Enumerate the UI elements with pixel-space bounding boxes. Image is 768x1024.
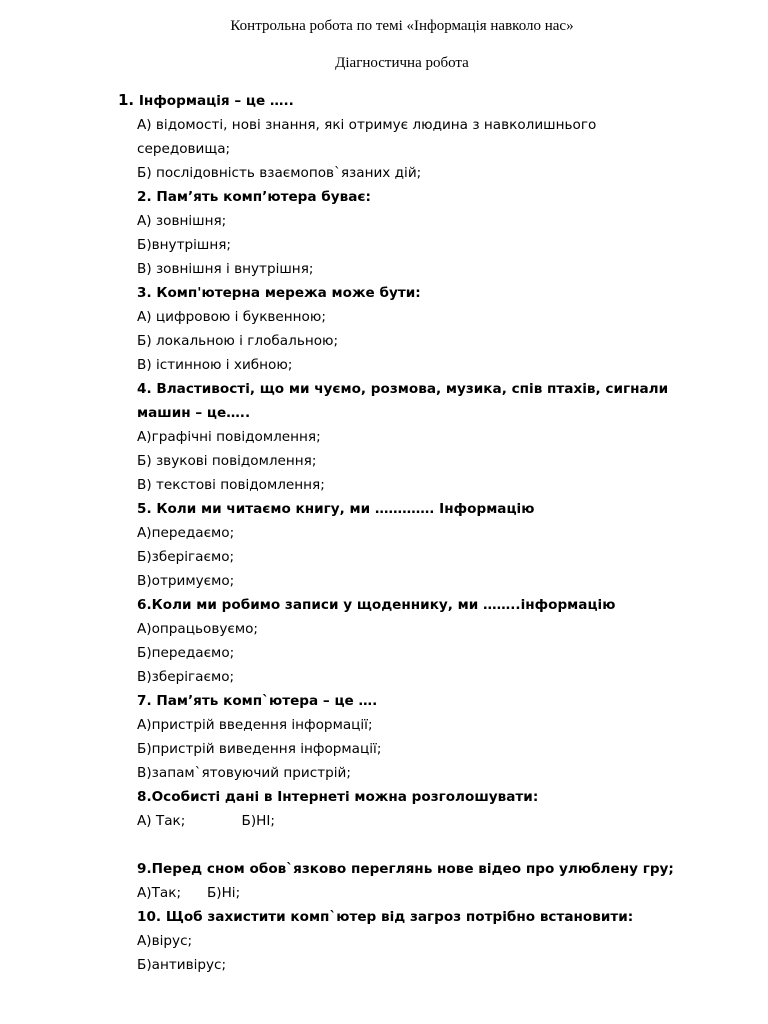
question-3-text: Комп'ютерна мережа може бути: <box>151 285 421 301</box>
question-2-text: Пам’ять комп’ютера буває: <box>151 189 371 205</box>
question-4-title <box>137 377 677 425</box>
question-5-option-b: Б)зберігаємо; <box>137 549 235 565</box>
question-6-text: Коли ми робимо записи у щоденнику, ми ……..інформацію <box>151 597 616 613</box>
question-10-option-b: Б)антивірус; <box>137 957 227 973</box>
question-3-option-b: Б) локальною і глобальною; <box>137 333 339 349</box>
question-7-text: Пам’ять комп`ютера – це …. <box>151 693 378 709</box>
question-10-title <box>137 905 677 929</box>
question-5-number: 5. <box>137 501 152 517</box>
blank-line <box>137 833 677 857</box>
question-2-title <box>137 185 677 209</box>
question-8-options: А) Так; Б)НІ; <box>137 813 275 829</box>
question-8-text: Особисті дані в Інтернеті можна розголошувати: <box>151 789 539 805</box>
question-5-title <box>137 497 677 521</box>
question-10-number: 10. <box>137 909 162 925</box>
question-9-options: А)Так; Б)Ні; <box>137 885 241 901</box>
question-1-option-b: Б) послідовність взаємопов`язаних дій; <box>137 165 422 181</box>
question-3-title <box>137 281 677 305</box>
question-6-option-c: В)зберігаємо; <box>137 669 235 685</box>
question-1-title <box>118 88 677 113</box>
question-2-option-c: В) зовнішня і внутрішня; <box>137 261 314 277</box>
document-subtitle: Діагностична робота <box>335 55 469 71</box>
question-9-title <box>137 857 677 881</box>
question-10-option-a: А)вірус; <box>137 933 193 949</box>
question-8-title <box>137 785 677 809</box>
question-7-option-b: Б)пристрій виведення інформації; <box>137 741 382 757</box>
question-4-option-c: В) текстові повідомлення; <box>137 477 325 493</box>
question-9-number: 9. <box>137 861 152 877</box>
question-5-option-a: А)передаємо; <box>137 525 235 541</box>
question-5-option-c: В)отримуємо; <box>137 573 235 589</box>
question-6-title <box>137 593 677 617</box>
question-2-number: 2. <box>137 189 152 205</box>
question-3-number: 3. <box>137 285 152 301</box>
question-3-option-c: В) істинною і хибною; <box>137 357 293 373</box>
question-4-number: 4. <box>137 381 152 397</box>
question-8-number: 8. <box>137 789 152 805</box>
question-7-option-a: А)пристрій введення інформації; <box>137 717 373 733</box>
question-4-option-b: Б) звукові повідомлення; <box>137 453 317 469</box>
question-4-text: Властивості, що ми чуємо, розмова, музика, спів птахів, сигнали машин – це….. <box>137 381 669 421</box>
question-5-text: Коли ми читаємо книгу, ми …………. Інформацію <box>151 501 535 517</box>
questions-list <box>118 88 677 977</box>
question-2-option-a: А) зовнішня; <box>137 213 227 229</box>
question-7-title <box>137 689 677 713</box>
question-9-text: Перед сном обов`язково переглянь нове відео про улюблену гру; <box>151 861 674 877</box>
question-6-option-a: А)опрацьовуємо; <box>137 621 259 637</box>
question-7-option-c: В)запам`ятовуючий пристрій; <box>137 765 351 781</box>
question-6-number: 6. <box>137 597 152 613</box>
question-1-option-a: А) відомості, нові знання, які отримує людина з навколишнього середовища; <box>137 117 597 157</box>
question-4-option-a: А)графічні повідомлення; <box>137 429 321 445</box>
question-3-option-a: А) цифровою і буквенною; <box>137 309 326 325</box>
document-title: Контрольна робота по темі «Інформація навколо нас» <box>230 18 574 34</box>
question-1-number: 1. <box>118 91 135 109</box>
question-6-option-b: Б)передаємо; <box>137 645 235 661</box>
question-7-number: 7. <box>137 693 152 709</box>
question-2-option-b: Б)внутрішня; <box>137 237 231 253</box>
question-1-text: Інформація – це ….. <box>134 93 294 109</box>
question-10-text: Щоб захистити комп`ютер від загроз потрібно встановити: <box>161 909 634 925</box>
